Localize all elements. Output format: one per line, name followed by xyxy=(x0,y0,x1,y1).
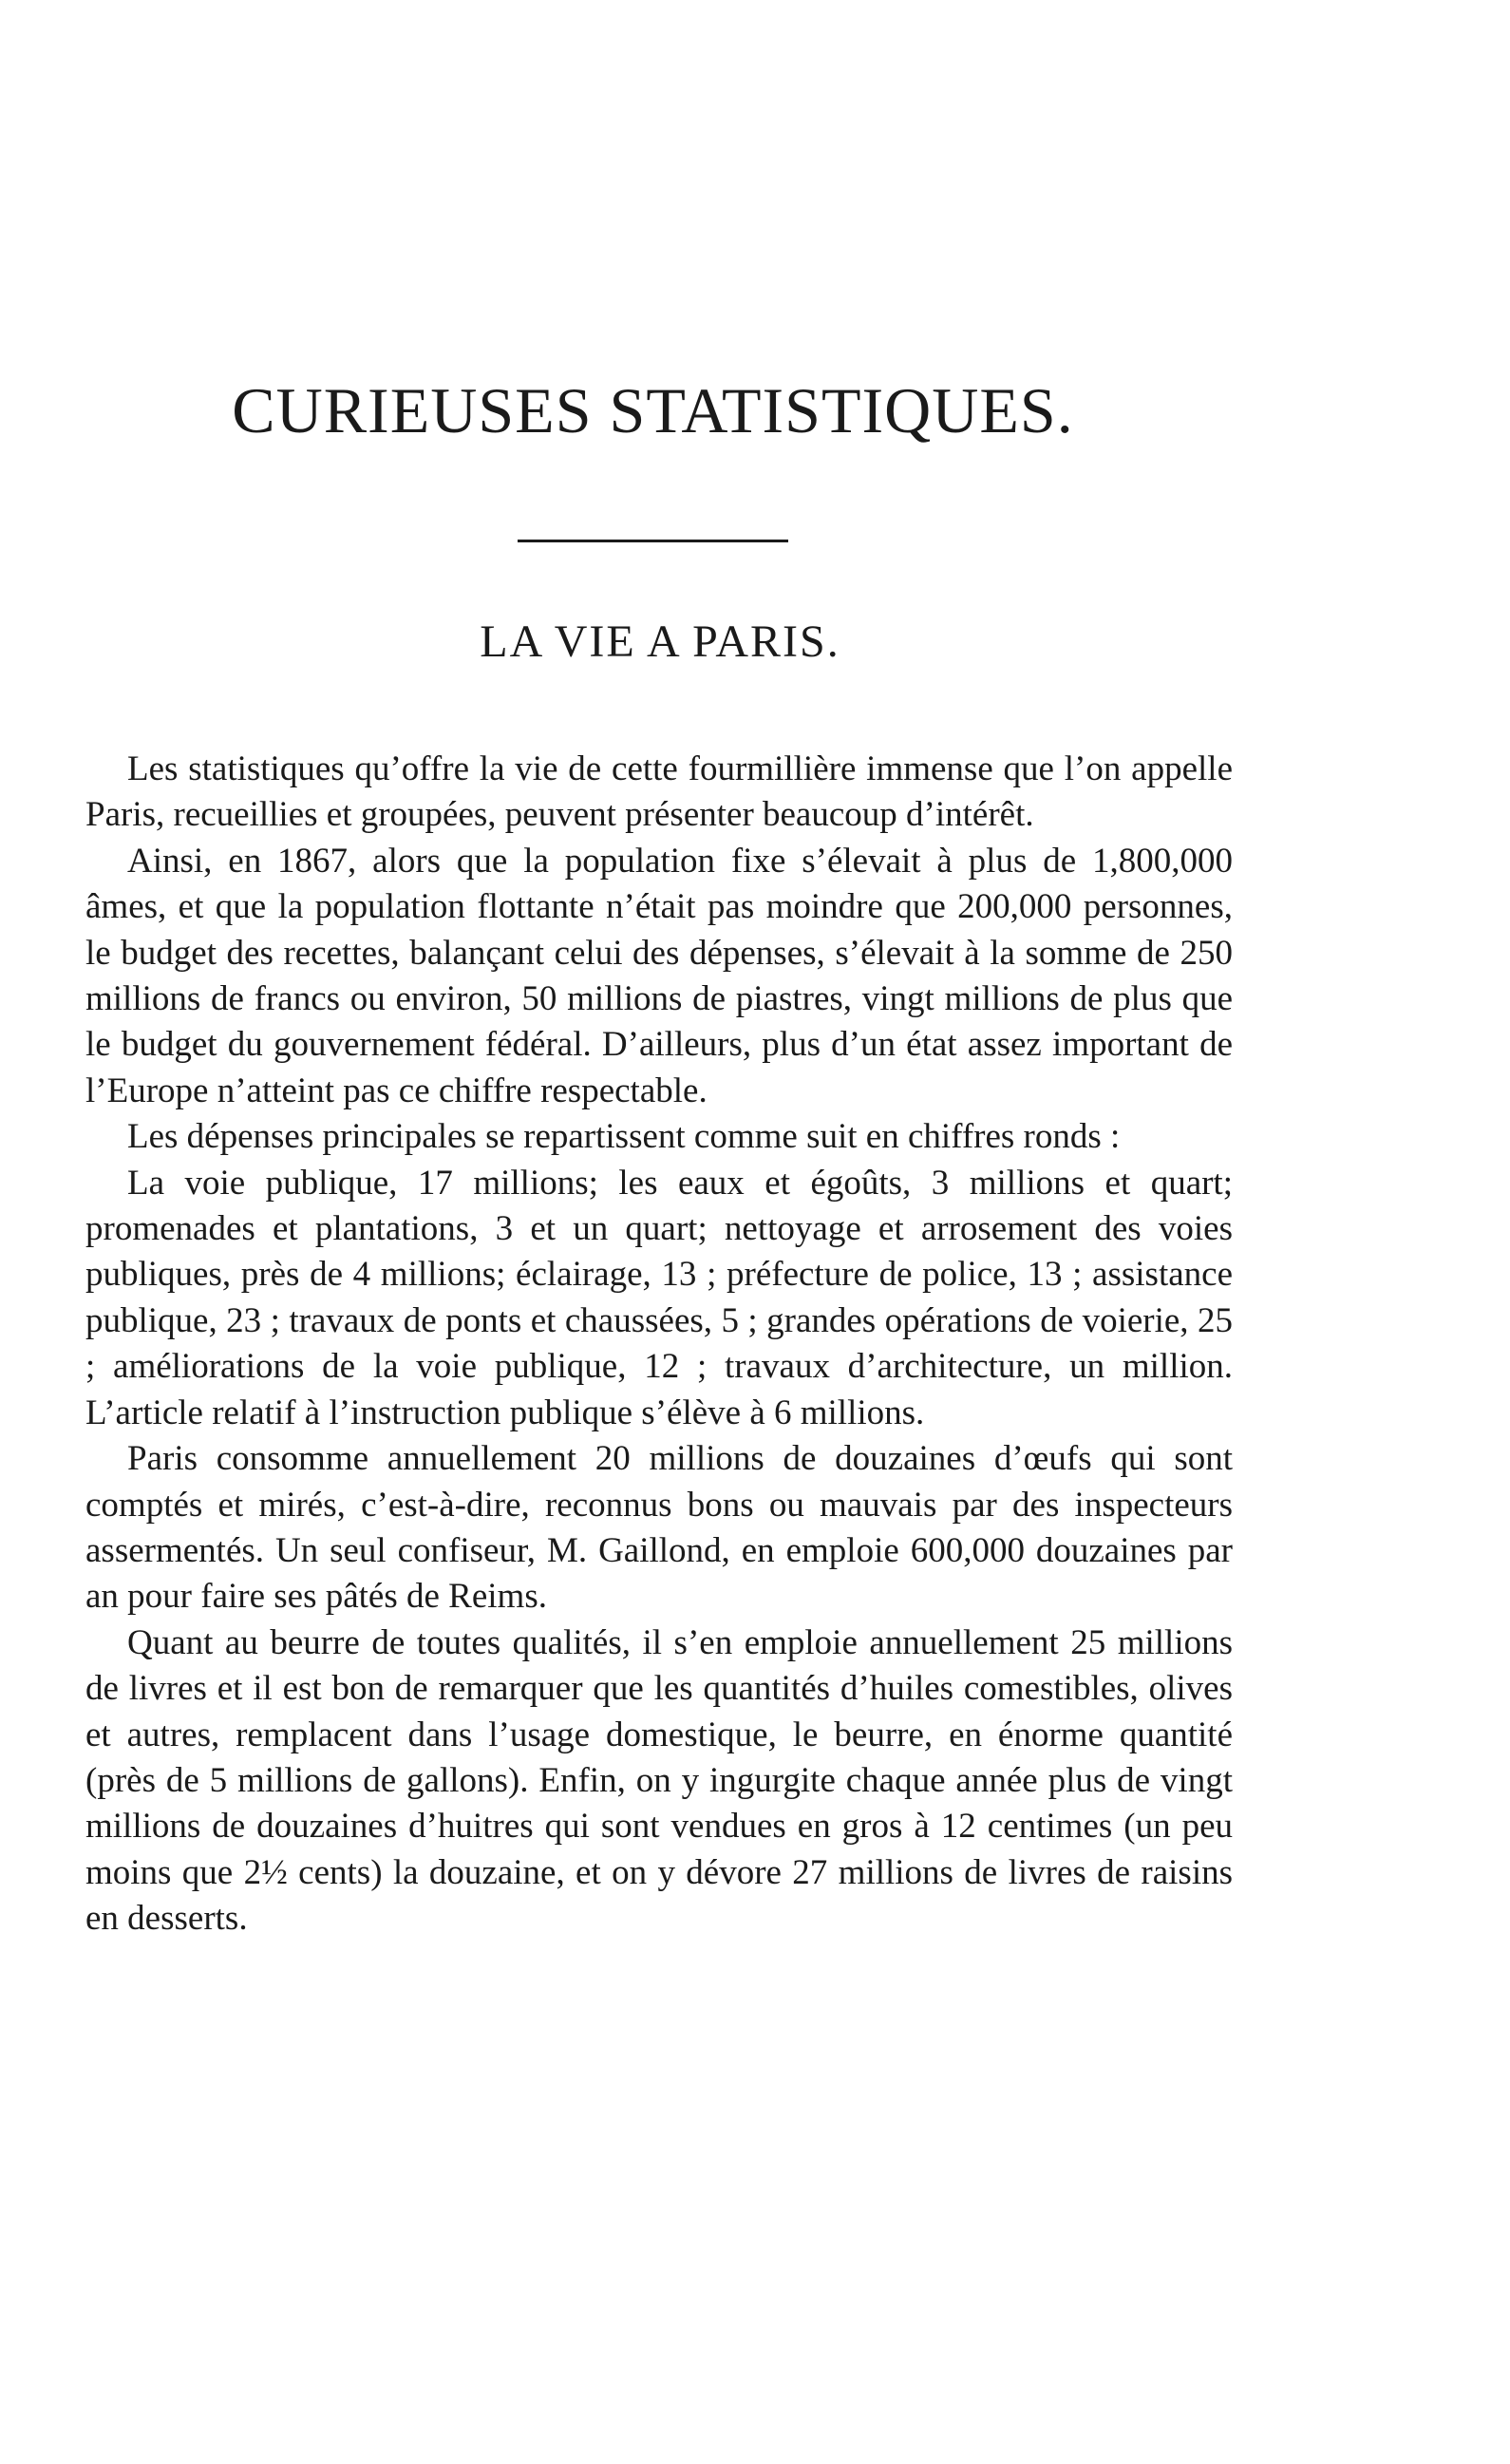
paragraph: Les dépenses principales se repartissent comme suit en chiffres ronds : xyxy=(127,1117,1121,1157)
section-title: LA VIE A PARIS. xyxy=(480,616,840,667)
title-divider xyxy=(518,540,788,542)
page-title: CURIEUSES STATISTIQUES. xyxy=(232,374,1074,446)
paragraph: Les statistiques qu’offre la vie de cette fourmillière immense que l’on appelle Paris, recueillies et groupées, peuvent présenter beaucoup d’intérêt. xyxy=(85,749,1233,835)
paragraph: Paris consomme annuellement 20 millions de douzaines d’œufs qui sont comptés et mirés, c’est-à-dire, reconnus bons ou mauvais par des inspecteurs assermentés. Un seul confiseur, M. Gaillond, en emploie 600,000 douzaines par an pour faire ses pâtés de Reims. xyxy=(85,1439,1233,1617)
paragraph: Ainsi, en 1867, alors que la population fixe s’élevait à plus de 1,800,000 âmes, et que la population flottante n’était pas moindre que 200,000 personnes, le budget des recettes, balançant celui des dépenses, s’élevait à la somme de 250 millions de francs ou environ, 50 millions de piastres, vingt millions de plus que le budget du gouvernement fédéral. D’ailleurs, plus d’un état assez important de l’Europe n’atteint pas ce chiffre respectable. xyxy=(85,841,1233,1110)
paragraph: Quant au beurre de toutes qualités, il s’en emploie annuellement 25 millions de livres et il est bon de remarquer que les quantités d’huiles comestibles, olives et autres, remplacent dans l’usage domestique, le beurre, en énorme quantité (près de 5 millions de gallons). Enfin, on y ingurgite chaque année plus de vingt millions de douzaines d’huitres qui sont vendues en gros à 12 centimes (un peu moins que 2½ cents) la douzaine, et on y dévore 27 millions de livres de raisins en desserts. xyxy=(85,1622,1233,1939)
paragraph: La voie publique, 17 millions; les eaux et égoûts, 3 millions et quart; promenades et plantations, 3 et un quart; nettoyage et arrosement des voies publiques, près de 4 millions; éclairage, 13 ; préfecture de police, 13 ; assistance publique, 23 ; travaux de ponts et chaussées, 5 ; grandes opérations de voierie, 25 ; améliorations de la voie publique, 12 ; travaux d’architecture, un million. L’article relatif à l’instruction publique s’élève à 6 millions. xyxy=(85,1163,1233,1432)
article-body xyxy=(85,747,1233,1943)
